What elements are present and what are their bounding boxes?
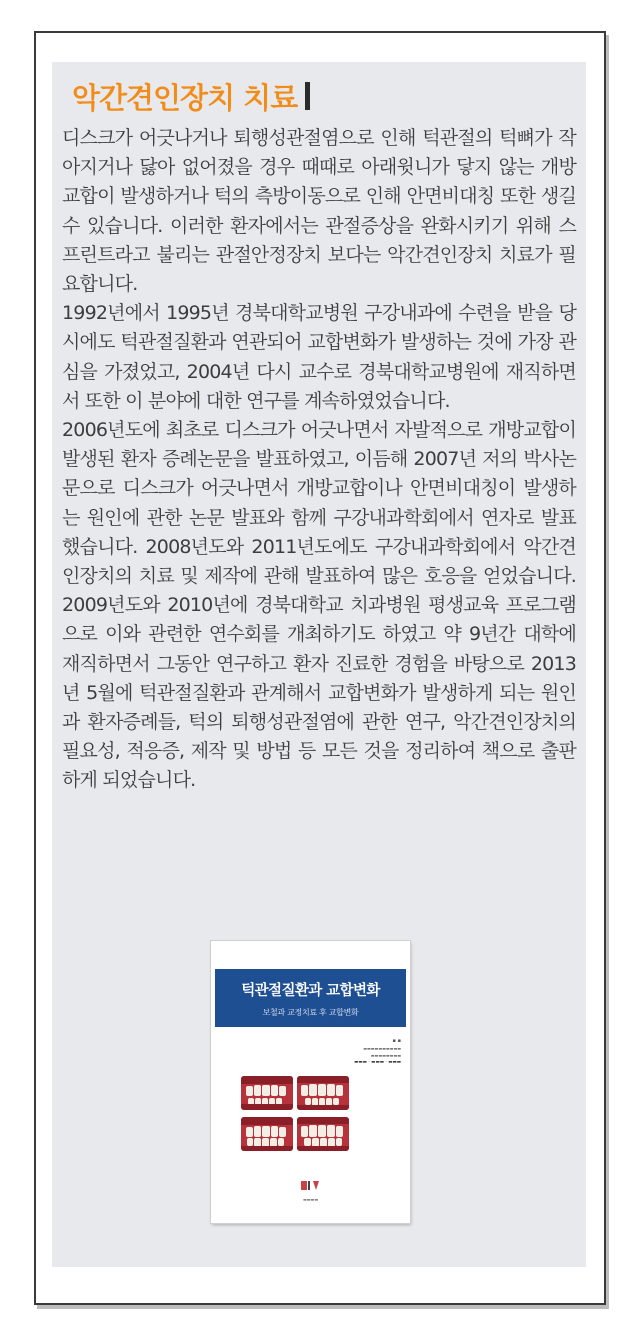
- article-body: [62, 124, 576, 796]
- teeth-photo-1: [241, 1076, 293, 1110]
- book-authors-block: ▪ ▪ ▬▬▬▬▬▬▬▬▬▬ ▬▬▬▬▬▬▬▬ ▬▬▬ · ▬▬▬ · ▬▬▬: [354, 1038, 401, 1065]
- teeth-photo-3: [241, 1117, 293, 1151]
- section-heading: [72, 74, 310, 118]
- teeth-photo-2: [297, 1076, 349, 1110]
- paragraph-1: 디스크가 어긋나거나 퇴행성관절염으로 인해 턱관절의 턱뼈가 작아지거나 닳아 없어졌을 경우 때때로 아래윗니가 닿지 않는 개방교합이 발생하거나 턱의 측방이동으로 인해 안면비대칭 또한 생길 수 있습니다. 이러한 환자에서는 관절증상을 완화시키기 위해 스프린트라고 불리는 관절안정장치 보다는 악간견인장치 치료가 필요합니다.: [62, 127, 576, 296]
- publisher-logo-icon: [293, 1177, 329, 1195]
- book-subtitle: 보철과 교정치료 후 교합변화: [262, 1008, 359, 1017]
- paragraph-3: 2006년도에 최초로 디스크가 어긋나면서 자발적으로 개방교합이 발생된 환자 증례논문을 발표하였고, 이듬해 2007년 저의 박사논문으로 디스크가 어긋나면서 개방교합이나 안면비대칭이 발생하는 원인에 관한 논문 발표와 함께 구강내과학회에서 연자로 발표했습니다. 2008년도와 2011년도에도 구강내과학회에서 악간견인장치의 치료 및 제작에 관해 발표하여 많은 호응을 얻었습니다. 2009년도와 2010년에 경북대학교 치과병원 평생교육 프로그램으로 이와 관련한 연수회를 개최하기도 하였고 약 9년간 대학에 재직하면서 그동안 연구하고 환자 진료한 경험을 바탕으로 2013년 5월에 턱관절질환과 관계해서 교합변화가 발생하게 되는 원인과 환자증례들, 턱의 퇴행성관절염에 관한 연구, 악간견인장치의 필요성, 적응증, 제작 및 방법 등 모든 것을 정리하여 책으로 출판하게 되었습니다.: [62, 419, 576, 792]
- book-title: 턱관절질환과 교합변화: [241, 983, 380, 999]
- teeth-photo-4: [297, 1117, 349, 1151]
- section-title: 악간견인장치 치료: [72, 80, 298, 115]
- book-cover-image: [211, 941, 410, 1223]
- paragraph-2: 1992년에서 1995년 경북대학교병원 구강내과에 수련을 받을 당시에도 턱관절질환과 연관되어 교합변화가 발생하는 것에 가장 관심을 가졌었고, 2004년 다시 교수로 경북대학교병원에 재직하면서 또한 이 분야에 대한 연구를 계속하였었습니다.: [62, 302, 576, 412]
- publisher-mark: ▬▬▬▬: [303, 1197, 319, 1202]
- title-bar-decoration: [305, 82, 310, 110]
